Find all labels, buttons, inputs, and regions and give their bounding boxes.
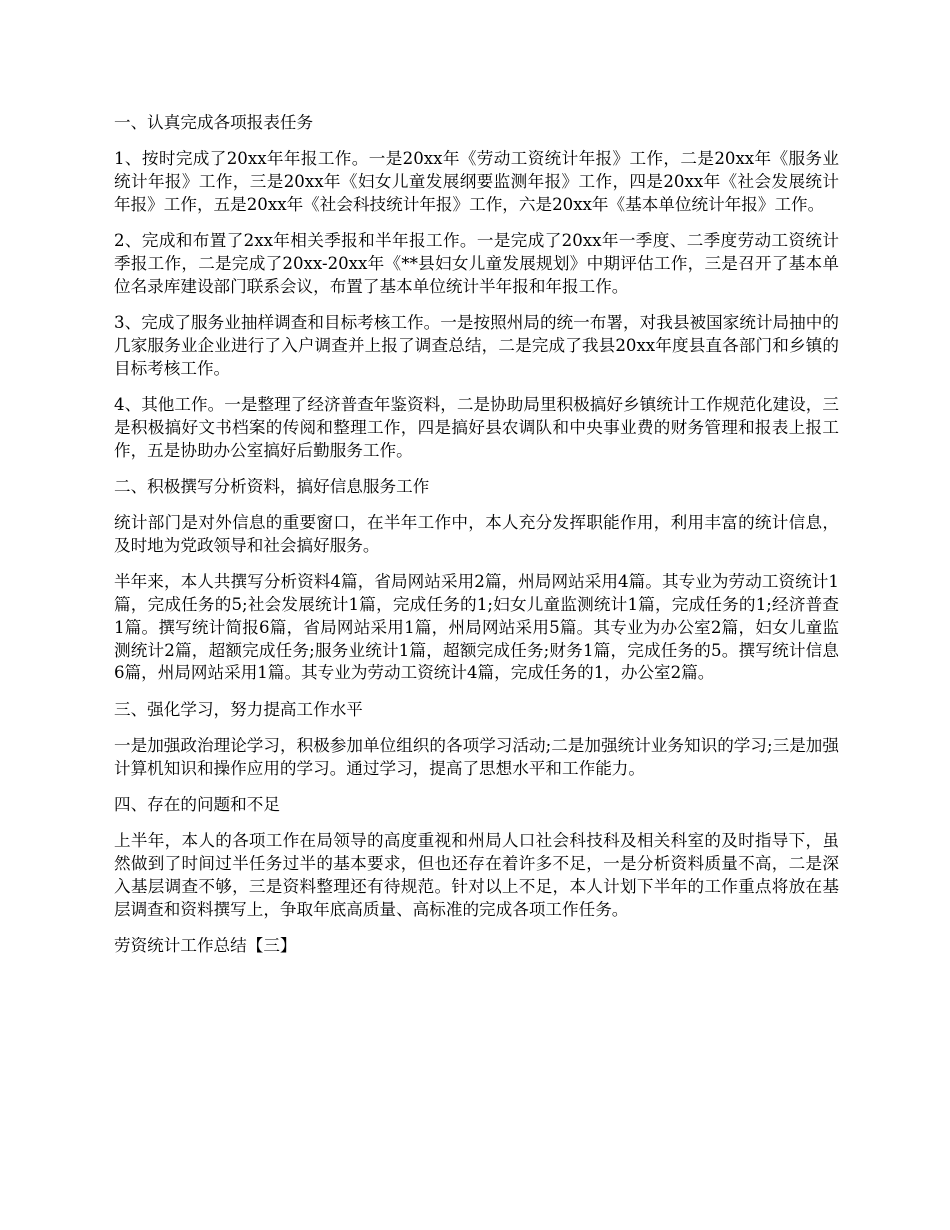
paragraph-analysis-count: 半年来，本人共撰写分析资料4篇，省局网站采用2篇，州局网站采用4篇。其专业为劳动工资统计1篇，完成任务的5;社会发展统计1篇，完成任务的1;妇女儿童监测统计1篇，完成任务的1;经济普查1篇。撰写统计简报6篇，省局网站采用1篇，州局网站采用5篇。其专业为办公室2篇，妇女儿童监测统计2篇，超额完成任务;服务业统计1篇，超额完成任务;财务1篇，完成任务的5。撰写统计信息6篇，州局网站采用1篇。其专业为劳动工资统计4篇，完成任务的1，办公室2篇。 (114, 572, 839, 683)
next-section-title: 劳资统计工作总结【三】 (114, 936, 297, 956)
paragraph-quarterly-reports: 2、完成和布置了2xx年相关季报和半年报工作。一是完成了20xx年一季度、二季度劳动工资统计季报工作，二是完成了20xx-20xx年《**县妇女儿童发展规划》中期评估工作，三是召开了基本单位名录库建设部门联系会议，布置了基本单位统计半年报和年报工作。 (114, 231, 839, 296)
section-heading-3: 三、强化学习，努力提高工作水平 (114, 699, 363, 719)
section-heading-1: 一、认真完成各项报表任务 (114, 113, 314, 132)
paragraph-service-survey: 3、完成了服务业抽样调查和目标考核工作。一是按照州局的统一布署，对我县被国家统计局抽中的几家服务业企业进行了入户调查并上报了调查总结，二是完成了我县20xx年度县直各部门和乡镇的目标考核工作。 (114, 313, 839, 378)
document-body (114, 112, 839, 971)
section-heading-4: 四、存在的问题和不足 (114, 795, 280, 815)
paragraph-study: 一是加强政治理论学习，积极参加单位组织的各项学习活动;二是加强统计业务知识的学习;三是加强计算机知识和操作应用的学习。通过学习，提高了思想水平和工作能力。 (114, 736, 839, 778)
paragraph-annual-reports: 1、按时完成了20xx年年报工作。一是20xx年《劳动工资统计年报》工作，二是20xx年《服务业统计年报》工作，三是20xx年《妇女儿童发展纲要监测年报》工作，四是20xx年《社会发展统计年报》工作，五是20xx年《社会科技统计年报》工作，六是20xx年《基本单位统计年报》工作。 (114, 149, 839, 214)
paragraph-other-work: 4、其他工作。一是整理了经济普查年鉴资料，二是协助局里积极搞好乡镇统计工作规范化建设，三是积极搞好文书档案的传阅和整理工作，四是搞好县农调队和中央事业费的财务管理和报表上报工作，五是协助办公室搞好后勤服务工作。 (114, 394, 839, 460)
paragraph-info-window: 统计部门是对外信息的重要窗口，在半年工作中，本人充分发挥职能作用，利用丰富的统计信息，及时地为党政领导和社会搞好服务。 (114, 513, 839, 555)
paragraph-shortcomings: 上半年，本人的各项工作在局领导的高度重视和州局人口社会科技科及相关科室的及时指导下，虽然做到了时间过半任务过半的基本要求，但也还存在着许多不足，一是分析资料质量不高，二是深入基层调查不够，三是资料整理还有待规范。针对以上不足，本人计划下半年的工作重点将放在基层调查和资料撰写上，争取年底高质量、高标准的完成各项工作任务。 (114, 831, 839, 919)
section-heading-2: 二、积极撰写分析资料，搞好信息服务工作 (114, 476, 430, 496)
